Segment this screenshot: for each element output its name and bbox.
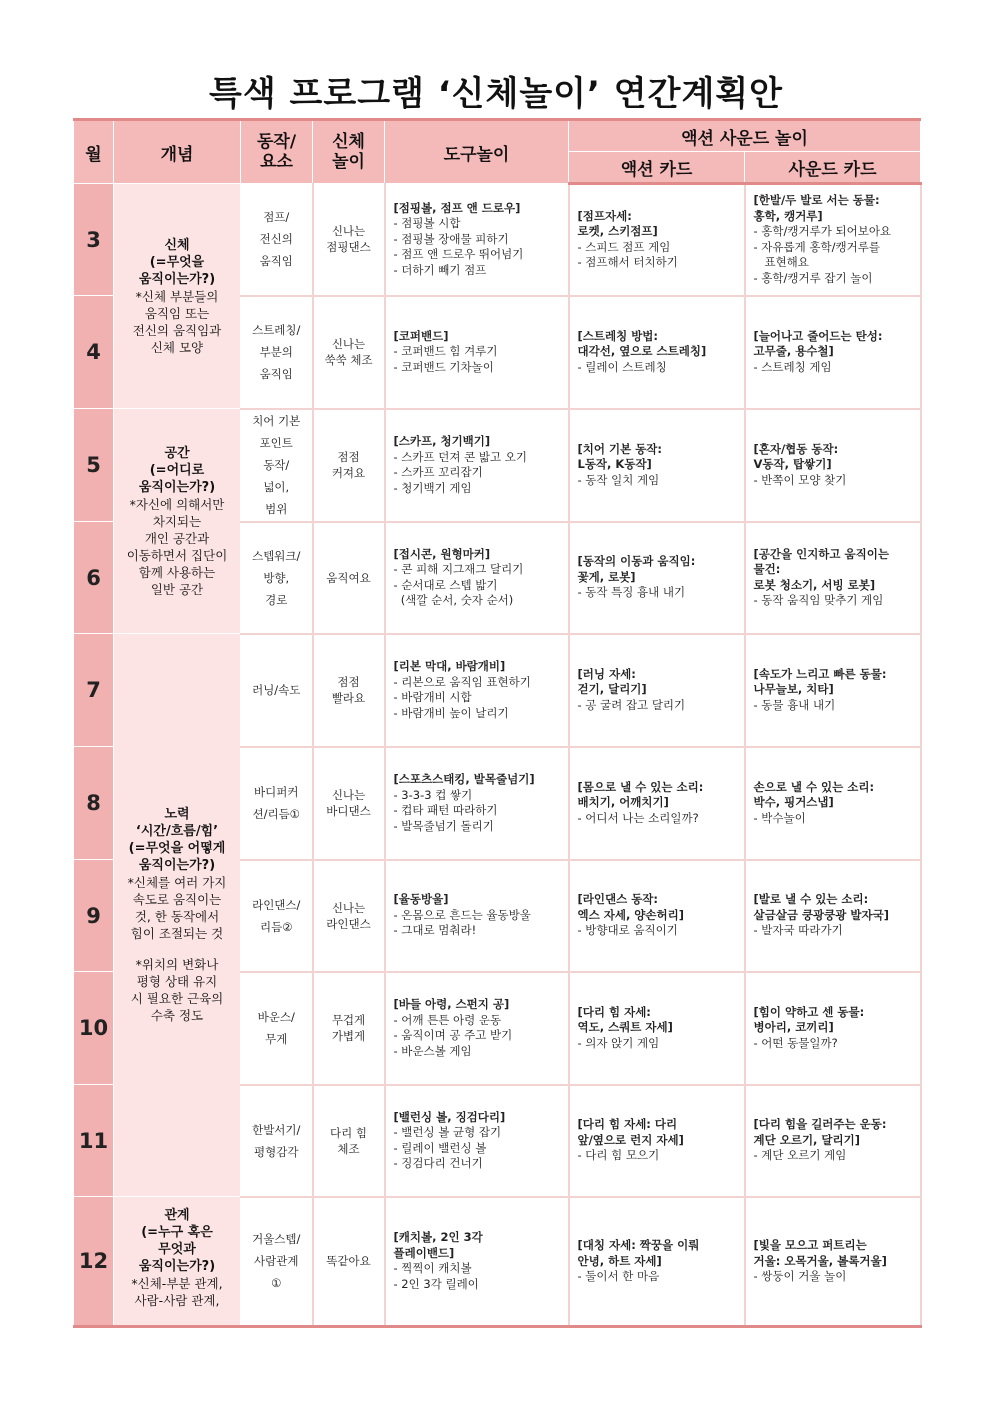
action-card-cell	[569, 296, 745, 409]
month-cell: 9	[74, 860, 114, 972]
action-card-cell	[569, 1197, 745, 1327]
header-action-card: 액션 카드	[569, 152, 745, 184]
month-cell: 6	[74, 522, 114, 634]
element-cell: 라인댄스/ 리듬②	[241, 860, 313, 972]
list-item: - 바람개비 높이 날리기	[393, 705, 509, 720]
list-item: - 찍찍이 캐치볼	[393, 1261, 472, 1276]
sound-card-cell	[745, 1197, 921, 1327]
month-cell: 3	[74, 184, 114, 296]
body-play-cell: 점점 커져요	[313, 409, 385, 522]
table-row	[74, 634, 921, 747]
list-item: - 더하기 빼기 점프	[393, 262, 487, 277]
list-item: - 쌍둥이 거울 놀이	[753, 1269, 847, 1283]
concept-cell	[114, 634, 241, 1197]
list-item: - 코퍼밴드 기차놀이	[393, 359, 494, 374]
list-item: - 스트레칭 게임	[753, 359, 832, 374]
list-item: - 점프해서 터치하기	[577, 255, 678, 270]
sound-card-cell	[745, 972, 921, 1085]
tool-play-cell-heading: [바들 아령, 스펀지 공]	[393, 997, 510, 1011]
list-item: - 징검다리 건너기	[393, 1156, 483, 1170]
body-play-cell: 신나는 점핑댄스	[313, 184, 385, 296]
tool-play-cell-heading: [스카프, 청기백기]	[393, 434, 491, 448]
action-card-cell-heading: [몸으로 낼 수 있는 소리: 배치기, 어깨치기]	[577, 779, 704, 810]
list-item: - 어디서 나는 소리일까?	[577, 810, 699, 825]
tool-play-cell	[385, 409, 569, 522]
action-card-cell-heading: [스트레칭 방법: 대각선, 옆으로 스트레칭]	[577, 328, 707, 359]
month-cell: 4	[74, 296, 114, 409]
list-item: - 그대로 멈춰라!	[393, 923, 477, 938]
element-cell: 한발서기/ 평형감각	[241, 1085, 313, 1197]
table-row	[74, 184, 921, 296]
body-play-cell: 다리 힘 체조	[313, 1085, 385, 1197]
list-item: - 점핑볼 시합	[393, 216, 461, 230]
sound-card-cell-heading: [한발/두 발로 서는 동물: 홍학, 캥거루]	[753, 193, 880, 223]
sound-card-cell-heading: [혼자/협동 동작: V동작, 탑쌓기]	[753, 441, 839, 472]
action-card-cell	[569, 860, 745, 972]
tool-play-cell-heading: [밸런싱 볼, 징검다리]	[393, 1109, 506, 1124]
action-card-cell-heading: [다리 힘 자세: 역도, 스쿼트 자세]	[577, 1004, 673, 1035]
sound-card-cell	[745, 1085, 921, 1197]
action-card-cell-heading: [다리 힘 자세: 다리 앞/옆으로 런지 자세]	[577, 1117, 684, 1147]
tool-play-cell	[385, 860, 569, 972]
list-item: - 방향대로 움직이기	[577, 923, 678, 938]
action-card-cell	[569, 409, 745, 522]
month-cell: 10	[74, 972, 114, 1085]
sound-card-cell-heading: [늘어나고 줄어드는 탄성: 고무줄, 용수철]	[753, 328, 883, 359]
list-item: - 3-3-3 컵 쌓기	[393, 787, 473, 802]
body-play-cell: 신나는 쑥쑥 체조	[313, 296, 385, 409]
tool-play-cell-heading: [점핑볼, 점프 앤 드로우]	[393, 200, 521, 215]
tool-play-cell	[385, 184, 569, 296]
element-cell: 치어 기본 포인트 동작/ 넓이, 범위	[241, 409, 313, 522]
header-tool-play: 도구놀이	[385, 120, 569, 184]
list-item: - 온몸으로 흔드는 율동방울	[393, 907, 531, 922]
sound-card-cell	[745, 860, 921, 972]
list-item: - 어깨 튼튼 아령 운동	[393, 1012, 502, 1027]
concept-cell	[114, 1197, 241, 1327]
action-card-cell-heading: [점프자세: 로켓, 스키점프]	[577, 208, 658, 239]
list-item: - 동작 움직임 맞추기 게임	[753, 593, 884, 607]
sound-card-cell-heading: [공간을 인지하고 움직이는 물건: 로봇 청소기, 서빙 로봇]	[753, 546, 889, 592]
tool-play-cell	[385, 747, 569, 860]
concept-description: *신체 부분들의 움직임 또는 전신의 움직임과 신체 모양	[132, 288, 222, 355]
list-item: - 리본으로 움직임 표현하기	[393, 674, 531, 689]
list-item: - 다리 힘 모으기	[577, 1148, 660, 1163]
list-item: - 발자국 따라가기	[753, 923, 843, 938]
concept-title: 공간 (=어디로 움직이는가?)	[138, 445, 216, 495]
sound-card-cell-heading: [다리 힘을 길러주는 운동: 계단 오르기, 달리기]	[753, 1117, 887, 1147]
concept-description: *위치의 변화나 평형 상태 유지 시 필요한 근육의 수축 정도	[130, 957, 224, 1023]
sound-card-cell	[745, 184, 921, 296]
list-item: - 반쪽이 모양 찾기	[753, 472, 847, 487]
header-element: 동작/ 요소	[241, 120, 313, 184]
list-item: - 움직이며 공 주고 받기	[393, 1028, 513, 1042]
tool-play-cell	[385, 1085, 569, 1197]
sound-card-cell-heading: [속도가 느리고 빠른 동물: 나무늘보, 치타]	[753, 666, 887, 697]
list-item: - 박수놀이	[753, 810, 806, 825]
element-cell: 러닝/속도	[241, 634, 313, 747]
list-item: - 릴레이 밸런싱 볼	[393, 1140, 487, 1155]
month-cell: 7	[74, 634, 114, 747]
sound-card-cell	[745, 634, 921, 747]
tool-play-cell-heading: [접시콘, 원형마커]	[393, 546, 491, 561]
list-item: - 점프 앤 드로우 뛰어넘기	[393, 247, 524, 261]
tool-play-cell	[385, 296, 569, 409]
list-item: - 둘이서 한 마음	[577, 1269, 660, 1283]
action-card-cell-heading: [라인댄스 동작: 엑스 자세, 양손허리]	[577, 892, 685, 922]
table-row	[74, 409, 921, 522]
list-item: - 릴레이 스트레칭	[577, 359, 667, 374]
page-title: 특색 프로그램 ‘신체놀이’ 연간계획안	[208, 74, 783, 114]
tool-play-cell-heading: [캐치볼, 2인 3각 플레이밴드]	[393, 1230, 483, 1260]
list-item: - 밸런싱 볼 균형 잡기	[393, 1125, 502, 1139]
month-cell: 8	[74, 747, 114, 860]
tool-play-cell	[385, 1197, 569, 1327]
list-item: - 동작 특징 흉내 내기	[577, 585, 686, 600]
list-item: - 스카프 던져 콘 밟고 오기	[393, 449, 528, 464]
sound-card-cell-heading: [빛을 모으고 퍼트리는 거울: 오목거울, 볼록거울]	[753, 1238, 887, 1268]
list-item: - 홍학/캥거루가 되어보아요	[753, 224, 892, 239]
concept-cell	[114, 184, 241, 409]
list-item: - 계단 오르기 게임	[753, 1148, 847, 1163]
tool-play-cell-heading: [율동방울]	[393, 892, 449, 907]
list-item: - 스카프 꼬리잡기	[393, 465, 483, 479]
action-card-cell-heading: [치어 기본 동작: L동작, K동작]	[577, 441, 663, 472]
action-card-cell-heading: [대칭 자세: 짝꿍을 이뤄 안녕, 하트 자세]	[577, 1238, 700, 1268]
sound-card-cell	[745, 409, 921, 522]
element-cell: 스텝워크/ 방향, 경로	[241, 522, 313, 634]
sound-card-cell	[745, 296, 921, 409]
tool-play-cell	[385, 972, 569, 1085]
list-item: - 의자 앉기 게임	[577, 1035, 660, 1050]
concept-title: 신체 (=무엇을 움직이는가?)	[138, 237, 216, 287]
tool-play-cell-heading: [리본 막대, 바람개비]	[393, 659, 506, 673]
sound-card-cell-heading: [힘이 약하고 센 동물: 병아리, 코끼리]	[753, 1004, 865, 1035]
list-item: - 동작 일치 게임	[577, 472, 660, 487]
list-item: - 코퍼밴드 힘 겨루기	[393, 344, 498, 359]
action-card-cell-heading: [동작의 이동과 움직임: 꽃게, 로봇]	[577, 554, 696, 584]
action-card-cell	[569, 747, 745, 860]
list-item: - 컵타 패턴 따라하기	[393, 803, 498, 817]
element-cell: 점프/ 전신의 움직임	[241, 184, 313, 296]
list-item: - 2인 3각 릴레이	[393, 1276, 479, 1291]
list-item: - 바운스볼 게임	[393, 1043, 472, 1058]
list-item: - 점핑볼 장애물 피하기	[393, 231, 509, 246]
sound-card-cell-heading: 손으로 낼 수 있는 소리: 박수, 핑거스냅]	[753, 779, 875, 810]
list-item: - 자유롭게 홍학/캥거루를 표현해요	[753, 239, 880, 270]
sound-card-cell	[745, 747, 921, 860]
concept-cell	[114, 409, 241, 634]
list-item: - 공 굴려 잡고 달리기	[577, 697, 686, 712]
body-play-cell: 신나는 바디댄스	[313, 747, 385, 860]
list-item: - 어떤 동물일까?	[753, 1035, 838, 1050]
element-cell: 거울스텝/ 사람관계 ①	[241, 1197, 313, 1327]
tool-play-cell	[385, 634, 569, 747]
tool-play-cell-heading: [스포츠스태킹, 발목줄넘기]	[393, 772, 535, 786]
concept-description: *자신에 의해서만 차지되는 개인 공간과 이동하면서 집단이 함께 사용하는 일반 공간	[126, 496, 228, 597]
tool-play-cell-heading: [코퍼밴드]	[393, 328, 449, 343]
month-cell: 11	[74, 1085, 114, 1197]
annual-plan-table	[73, 118, 922, 1328]
body-play-cell: 똑같아요	[313, 1197, 385, 1327]
body-play-cell: 무겁게 가볍게	[313, 972, 385, 1085]
header-body-play: 신체 놀이	[313, 120, 385, 184]
action-card-cell	[569, 1085, 745, 1197]
table-row	[74, 1197, 921, 1327]
tool-play-cell	[385, 522, 569, 634]
concept-description: *신체-부분 관계, 사람-사람 관계,	[131, 1276, 223, 1308]
concept-title: 관계 (=누구 혹은 무엇과 움직이는가?)	[138, 1208, 216, 1274]
sound-card-cell	[745, 522, 921, 634]
header-concept: 개념	[114, 120, 241, 184]
element-cell: 바운스/ 무게	[241, 972, 313, 1085]
list-item: - 바람개비 시합	[393, 690, 472, 704]
action-card-cell	[569, 522, 745, 634]
header-sound-card: 사운드 카드	[745, 152, 921, 184]
list-item: - 동물 흉내 내기	[753, 697, 836, 712]
element-cell: 스트레칭/ 부분의 움직임	[241, 296, 313, 409]
body-play-cell: 점점 빨라요	[313, 634, 385, 747]
sound-card-cell-heading: [발로 낼 수 있는 소리: 살금살금 쿵광쿵광 발자국]	[753, 892, 889, 922]
header-month: 월	[74, 120, 114, 184]
list-item: - 콘 피해 지그재그 달리기	[393, 562, 524, 576]
concept-title: 노력 ‘시간/흐름/힘’ (=무엇을 어떻게 움직이는가?)	[128, 807, 226, 873]
list-item: - 스피드 점프 게임	[577, 239, 671, 254]
header-action-sound: 액션 사운드 놀이	[569, 120, 921, 152]
body-play-cell: 신나는 라인댄스	[313, 860, 385, 972]
list-item: - 순서대로 스텝 밟기	[393, 577, 498, 592]
list-item: (색깔 순서, 숫자 순서)	[393, 593, 514, 607]
element-cell: 바디퍼커 션/리듬①	[241, 747, 313, 860]
action-card-cell	[569, 634, 745, 747]
action-card-cell	[569, 184, 745, 296]
action-card-cell-heading: [러닝 자세: 걷기, 달리기]	[577, 666, 647, 697]
month-cell: 12	[74, 1197, 114, 1327]
concept-description: *신체를 여러 가지 속도로 움직이는 것, 한 동작에서 힘이 조절되는 것	[127, 875, 227, 941]
list-item: - 홍학/캥거루 잡기 놀이	[753, 270, 873, 285]
action-card-cell	[569, 972, 745, 1085]
month-cell: 5	[74, 409, 114, 522]
list-item: - 청기백기 게임	[393, 480, 472, 495]
body-play-cell: 움직여요	[313, 522, 385, 634]
list-item: - 발목줄넘기 돌리기	[393, 818, 494, 833]
